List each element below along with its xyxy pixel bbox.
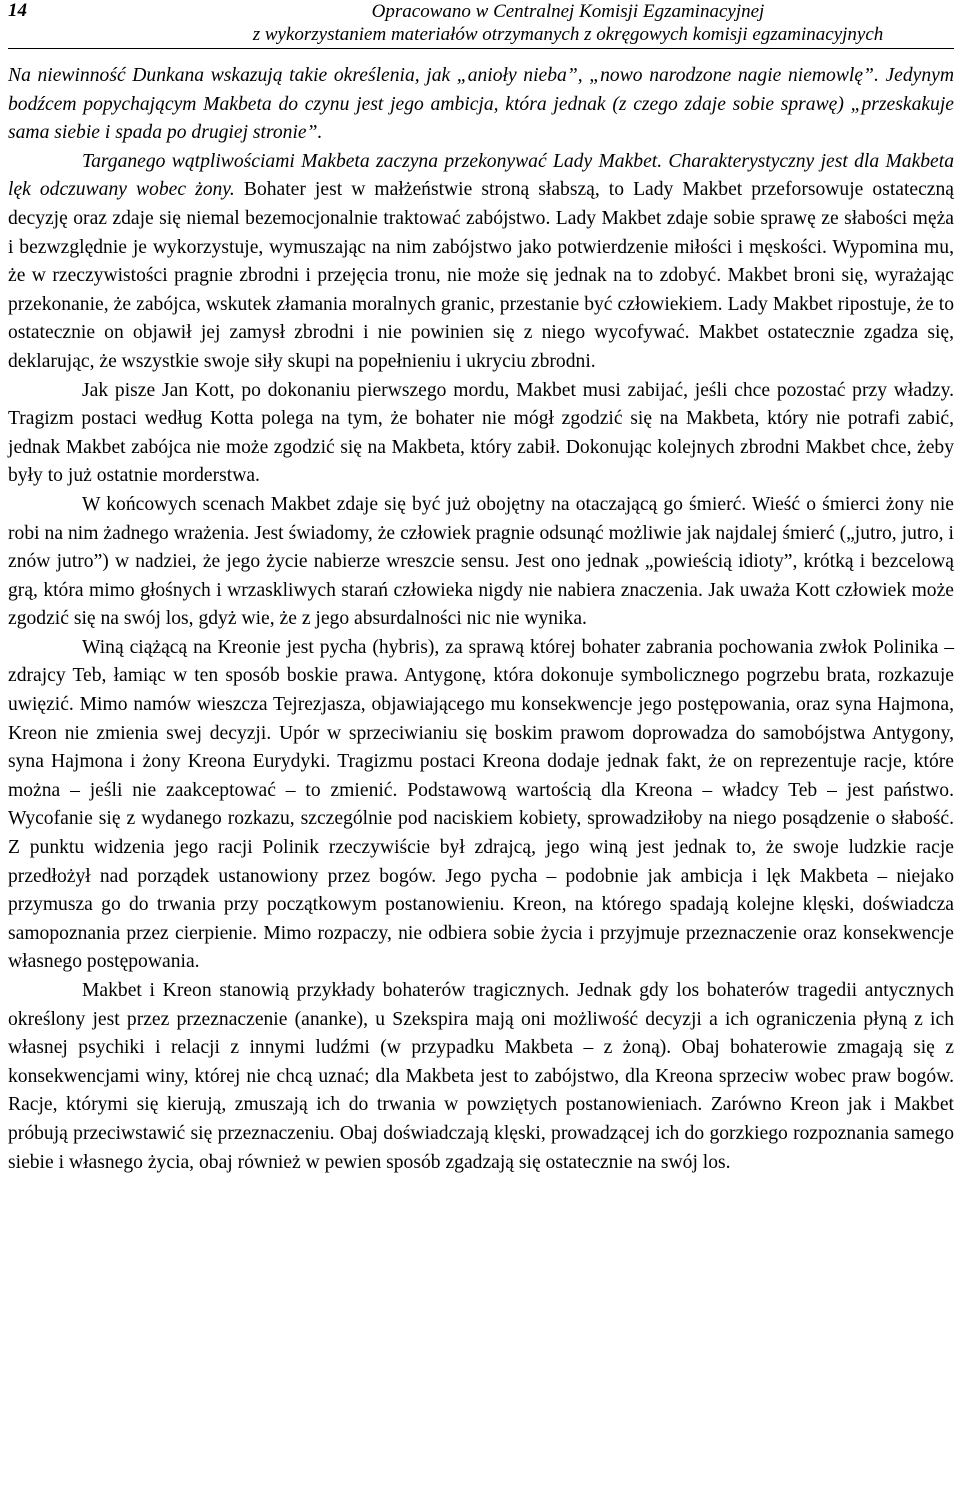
paragraph-4-text: W końcowych scenach Makbet zdaje się być już obojętny na otaczającą go śmierć. Wieść o śmierci żony nie robi na nim żadnego wrażenia. Jest świadomy, że człowiek pragnie odsunąć możliwie jak najdalej śmierć („jutro, jutro, i znów jutro”) w nadziei, że jego życie nabierze wreszcie sensu. Jest ono jednak „powieścią idioty”, krótką i bezcelową grą, która mimo głośnych i wrzaskliwych starań człowieka nigdy nie nabiera znaczenia. Jak uważa Kott człowiek może zgodzić się na swój los, gdyż wie, że z jego absurdalności nic nie wynika. (8, 493, 954, 630)
paragraph-5-text: Winą ciążącą na Kreonie jest pycha (hybris), za sprawą której bohater zabrania pochowania zwłok Polinika – zdrajcy Teb, łamiąc w ten sposób boskie prawa. Antygonę, która dokonuje symbolicznego pogrzebu brata, rozkazuje uwięzić. Mimo namów wieszcza Tejrezjasza, objawiającego mu konsekwencje jego postępowania, oraz syna Hajmona, Kreon nie zmienia swej decyzji. Upór w sprzeciwianiu się boskim prawom doprowadza do samobójstwa Antygony, syna Hajmona i żony Kreona Eurydyki. Tragizmu postaci Kreona dodaje jednak fakt, że on reprezentuje racje, które można – jeśli nie zaakceptować – to zmienić. Podstawową wartością dla Kreona – władcy Teb – jest państwo. Wycofanie się z wydanego rozkazu, szczególnie pod naciskiem kobiety, sprowadziłoby na niego posądzenie o słabość. Z punktu widzenia jego racji Polinik rzeczywiście był zdrajcą, jego winą jest jednak to, że swoje ludzkie racje przedłożył nad porządek ustanowiony przez bogów. Jego pycha – podobnie jak ambicja i lęk Makbeta – niejako przymusza go do trwania przy początkowym postanowieniu. Kreon, na którego spadają kolejne klęski, doświadcza samopoznania przez cierpienie. Mimo rozpaczy, nie odbiera sobie życia i przyjmuje przeznaczenie oraz konsekwencje własnego postępowania. (8, 636, 954, 973)
paragraph-1 (8, 62, 954, 148)
paragraph-2-italic: Targanego wątpliwościami Makbeta zaczyna przekonywać Lady Makbet. Charakterystyczny jest dla Makbeta lęk odczuwany wobec żony. (8, 150, 954, 201)
paragraph-4 (8, 491, 954, 634)
header-title (188, 0, 948, 46)
paragraph-2-text: Bohater jest w małżeństwie stroną słabszą, to Lady Makbet przeforsowuje ostateczną decyzję oraz zdaje się niemal bezemocjonalnie traktować zabójstwo. Lady Makbet zdaje sobie sprawę ze słabości męża i bezwzględnie je wykorzystuje, wymuszając na nim zabójstwo jako potwierdzenie miłości i męskości. Wypomina mu, że w rzeczywistości pragnie zbrodni i przejęcia tronu, nie może się jednak na to zdobyć. Makbet broni się, wyrażając przekonanie, że zabójca, wskutek złamania moralnych granic, przestanie być człowiekiem. Lady Makbet ripostuje, że to ostatecznie on objawił jej zamysł zbrodni i nie powinien się z niego wycofywać. Makbet ostatecznie zgadza się, deklarując, że wszystkie swoje siły skupi na popełnieniu i ukryciu zbrodni. (8, 179, 954, 372)
page-number: 14 (8, 0, 27, 21)
document-body (8, 62, 954, 1177)
paragraph-3 (8, 377, 954, 491)
paragraph-5 (8, 634, 954, 977)
paragraph-2 (8, 148, 954, 377)
paragraph-6-text: Makbet i Kreon stanowią przykłady bohaterów tragicznych. Jednak gdy los bohaterów tragedii antycznych określony jest przez przeznaczenie (ananke), u Szekspira mają oni możliwość decyzji a ich ograniczenia płyną z ich własnej psychiki i relacji z innymi ludźmi (w przypadku Makbeta – z żoną). Obaj bohaterowie zmagają się z konsekwencjami winy, której nie chcą uznać; dla Makbeta jest to zabójstwo, dla Kreona sprzeciw wobec praw bogów. Racje, którymi się kierują, zmuszają ich do trwania w powziętych postanowieniach. Zarówno Kreon jak i Makbet próbują przeciwstawić się przeznaczeniu. Obaj doświadczają klęski, prowadzącej ich do gorzkiego rozpoznania samego siebie i własnego życia, obaj również w pewien sposób zgadzają się ostatecznie na swój los. (8, 980, 954, 1173)
page-header (8, 0, 954, 49)
header-line-1: Opracowano w Centralnej Komisji Egzaminacyjnej (371, 1, 765, 22)
paragraph-6 (8, 977, 954, 1177)
paragraph-3-text: Jak pisze Jan Kott, po dokonaniu pierwszego mordu, Makbet musi zabijać, jeśli chce pozostać przy władzy. Tragizm postaci według Kotta polega na tym, że bohater nie mógł zgodzić się na Makbeta, który nie potrafi zabić, jednak Makbet zabójca nie może zgodzić się na Makbeta, który zabił. Dokonując kolejnych zbrodni Makbet chce, żeby były to już ostatnie morderstwa. (8, 379, 954, 487)
header-line-2: z wykorzystaniem materiałów otrzymanych z okręgowych komisji egzaminacyjnych (252, 24, 884, 45)
paragraph-1-italic: Na niewinność Dunkana wskazują takie określenia, jak „anioły nieba”, „nowo narodzone nagie niemowlę”. Jedynym bodźcem popychającym Makbeta do czynu jest jego ambicja, która jednak (z czego zdaje sobie sprawę) „przeskakuje sama siebie i spada po drugiej stronie”. (8, 65, 954, 144)
